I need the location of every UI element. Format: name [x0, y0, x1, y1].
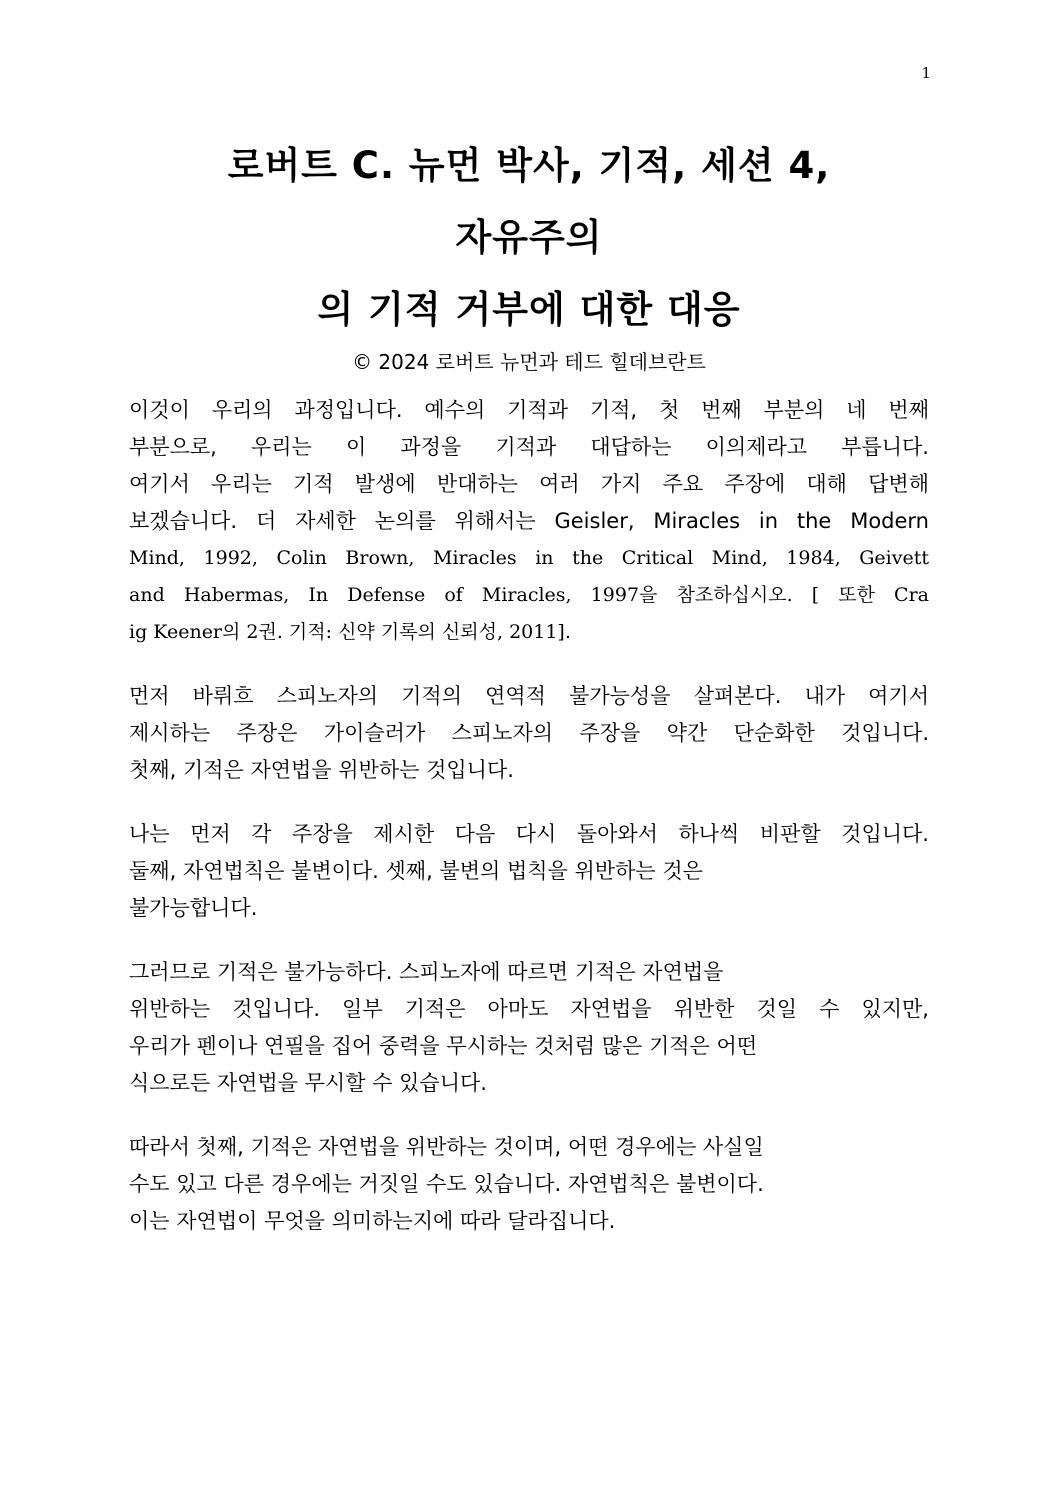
- document-title: [0, 130, 1058, 382]
- paragraph: [129, 678, 929, 789]
- paragraph: [129, 392, 929, 651]
- paragraph-line: 보겠습니다. 더 자세한 논의를 위해서는 Geisler, Miracles in the Modern: [129, 509, 929, 533]
- paragraph-line: ig Keener의 2권. 기적: 신약 기록의 신뢰성, 2011].: [129, 621, 571, 643]
- paragraph: [129, 1129, 929, 1240]
- paragraph-line: 이는 자연법이 무엇을 의미하는지에 따라 달라집니다.: [129, 1209, 616, 1233]
- paragraph-line: 먼저 바뤼흐 스피노자의 기적의 연역적 불가능성을 살펴본다. 내가 여기서: [129, 684, 929, 708]
- paragraph-line: and Habermas, In Defense of Miracles, 1997을 참조하십시오. [ 또한 Cra: [129, 584, 929, 606]
- paragraph-line: 부분으로, 우리는 이 과정을 기적과 대답하는 이의제라고 부릅니다.: [129, 435, 929, 459]
- paragraph-line: 수도 있고 다른 경우에는 거짓일 수도 있습니다. 자연법칙은 불변이다.: [129, 1172, 764, 1196]
- paragraph-line: 첫째, 기적은 자연법을 위반하는 것입니다.: [129, 758, 514, 782]
- paragraph-line: 불가능합니다.: [129, 896, 258, 920]
- paragraph-line: 제시하는 주장은 가이슬러가 스피노자의 주장을 약간 단순화한 것입니다.: [129, 721, 929, 745]
- paragraph-line: 그러므로 기적은 불가능하다. 스피노자에 따르면 기적은 자연법을: [129, 960, 724, 984]
- paragraph-line: 여기서 우리는 기적 발생에 반대하는 여러 가지 주요 주장에 대해 답변해: [129, 472, 929, 496]
- page-number: 1: [921, 64, 931, 82]
- paragraph-line: 우리가 펜이나 연필을 집어 중력을 무시하는 것처럼 많은 기적은 어떤: [129, 1034, 758, 1058]
- title-line-1: 로버트 C. 뉴먼 박사, 기적, 세션 4,: [227, 144, 831, 187]
- paragraph: [129, 816, 929, 927]
- title-line-2: 자유주의: [455, 216, 603, 259]
- paragraph-line: 나는 먼저 각 주장을 제시한 다음 다시 돌아와서 하나씩 비판할 것입니다.: [129, 822, 929, 846]
- paragraph-line: 위반하는 것입니다. 일부 기적은 아마도 자연법을 위반한 것일 수 있지만,: [129, 997, 929, 1021]
- paragraph-line: Mind, 1992, Colin Brown, Miracles in the Critical Mind, 1984, Geivett: [129, 547, 929, 569]
- body-text: [129, 392, 929, 1267]
- paragraph-line: 식으로든 자연법을 무시할 수 있습니다.: [129, 1071, 487, 1095]
- paragraph-line: 둘째, 자연법칙은 불변이다. 셋째, 불변의 법칙을 위반하는 것은: [129, 859, 703, 883]
- paragraph-line: 따라서 첫째, 기적은 자연법을 위반하는 것이며, 어떤 경우에는 사실일: [129, 1135, 764, 1159]
- paragraph-line: 이것이 우리의 과정입니다. 예수의 기적과 기적, 첫 번째 부분의 네 번째: [129, 398, 929, 422]
- title-line-3: 의 기적 거부에 대한 대응: [317, 288, 741, 331]
- copyright-notice: © 2024 로버트 뉴먼과 테드 힐데브란트: [352, 350, 706, 374]
- paragraph: [129, 954, 929, 1102]
